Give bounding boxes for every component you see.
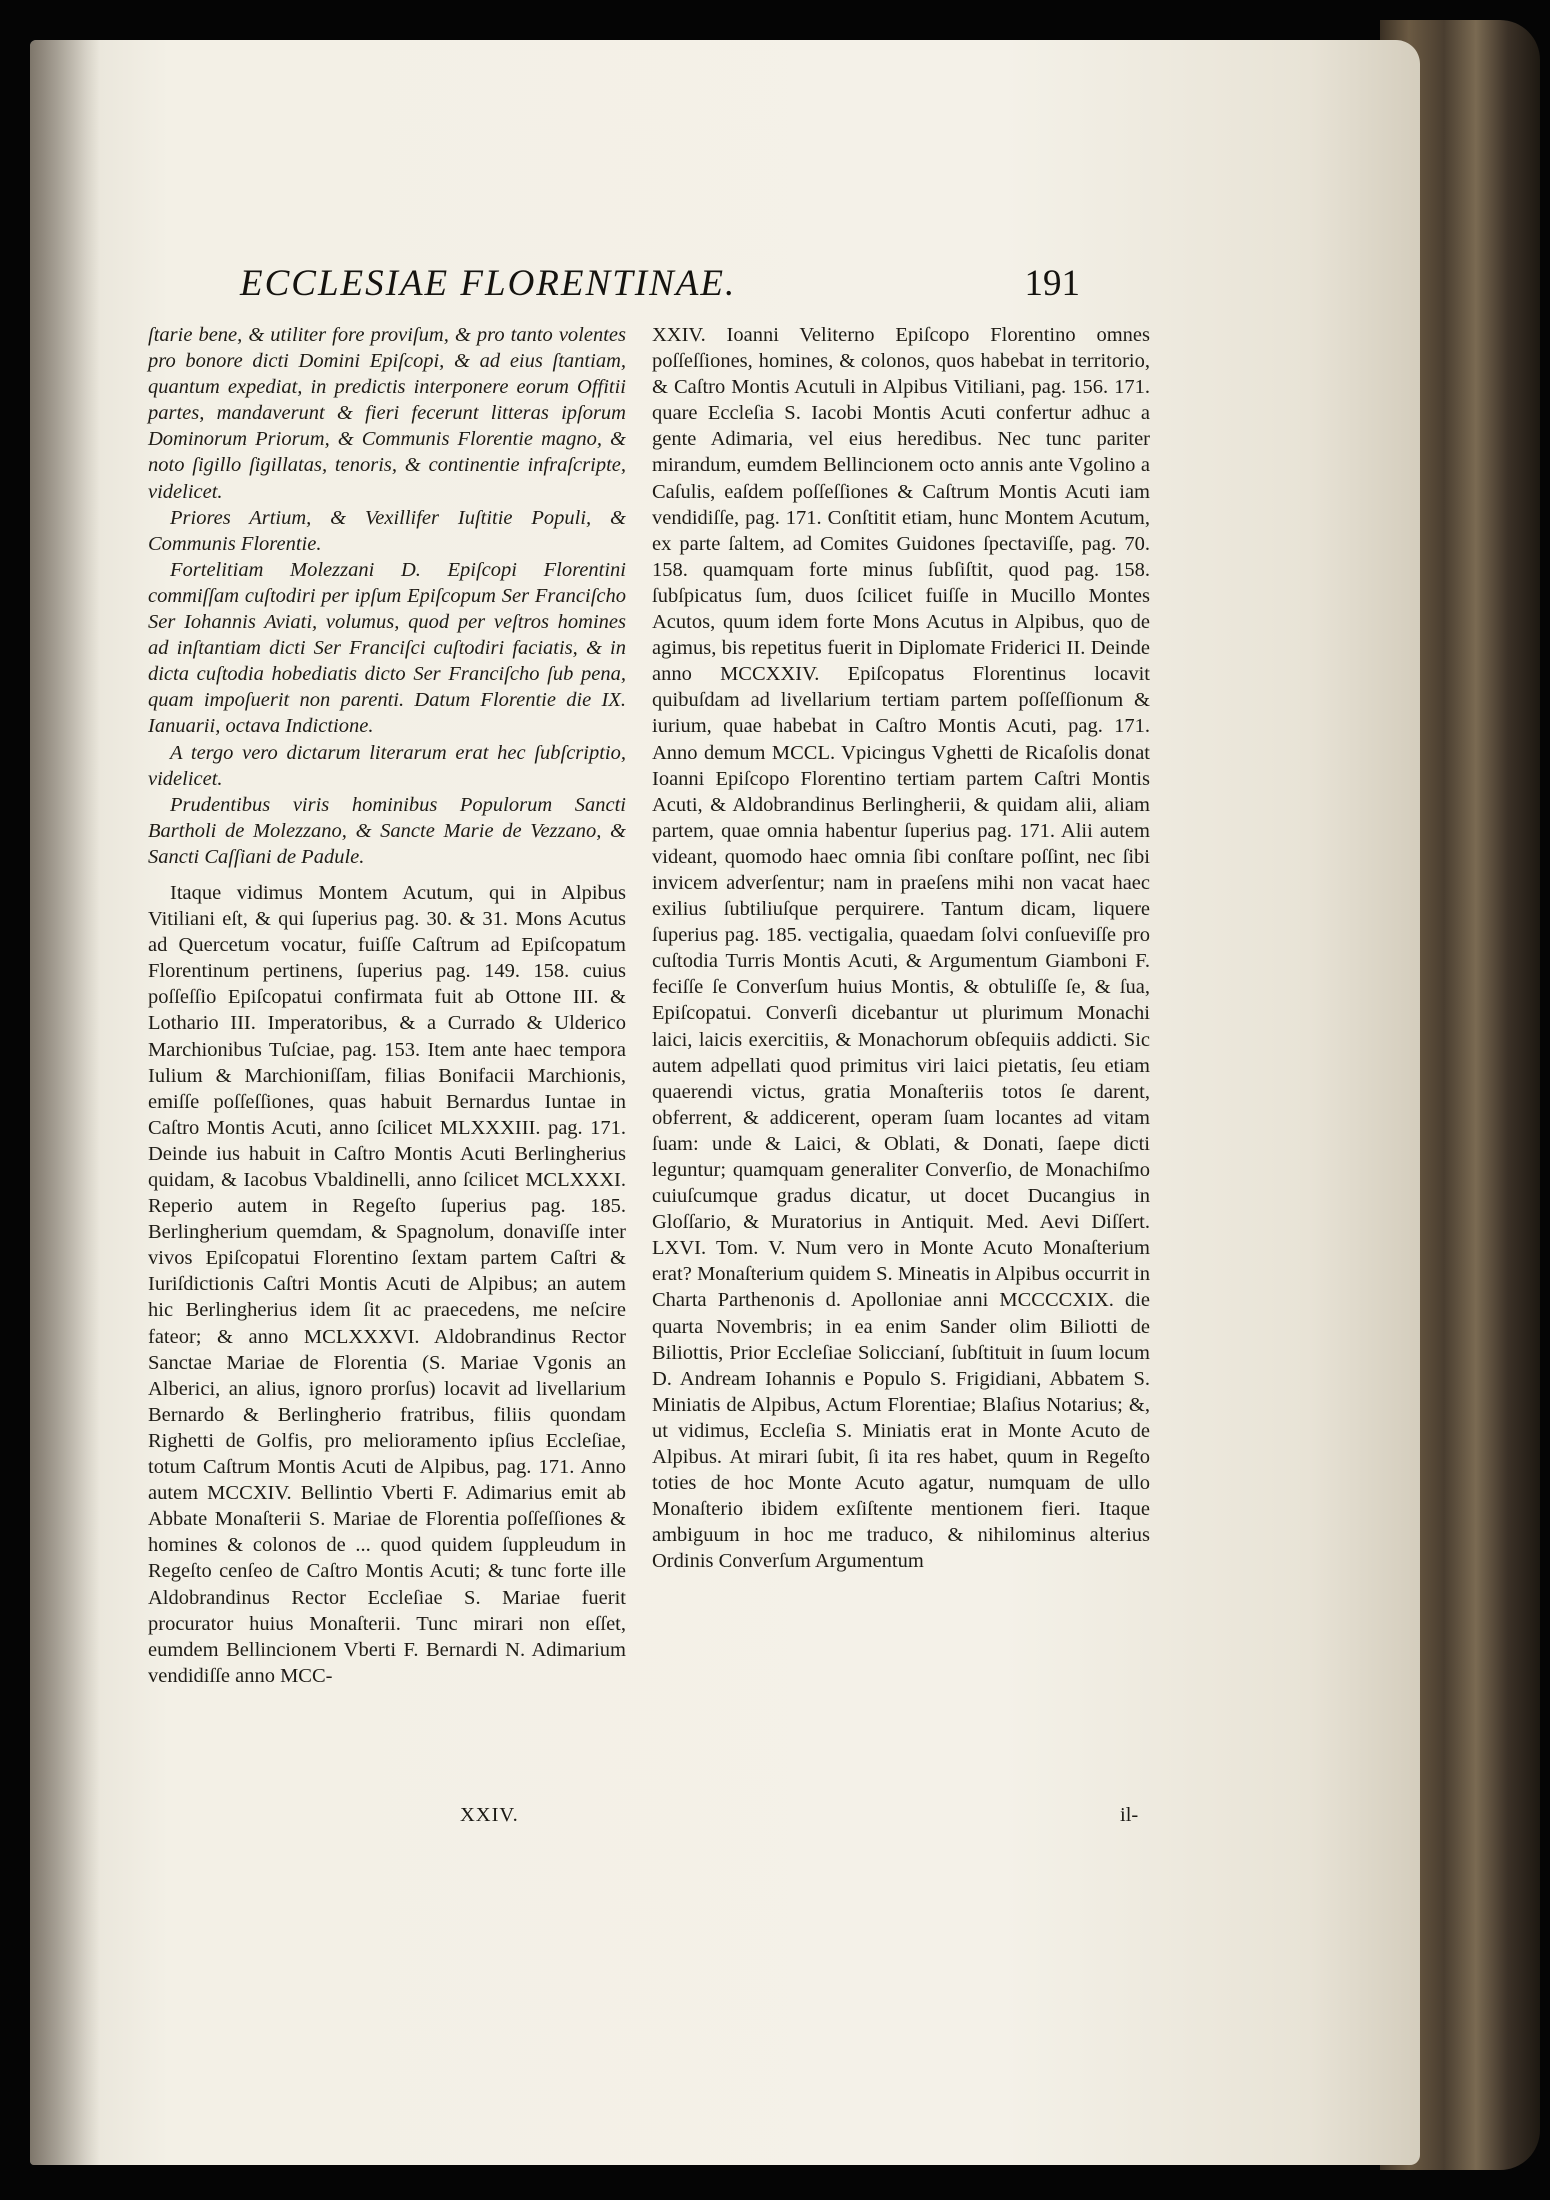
paragraph: ſtarie bene, & utiliter fore proviſum, & pro tanto volentes pro bonore dicti Domini Epiſcopi, & ad eius ſtantiam, quantum expediat, in predictis interponere eorum Offitii partes, mandaverunt & fieri fecerunt litteras ipſorum Dominorum Priorum, & Communis Florentie magno, & noto ſigillo ſigillatas, tenoris, & continentie infraſcripte, videlicet. — [148, 324, 626, 503]
page-header — [240, 262, 1080, 312]
left-catchword: XXIV. — [460, 1804, 519, 1826]
paragraph: Fortelitiam Molezzani D. Epiſcopi Florentini commiſſam cuſtodiri per ipſum Epiſcopum Ser Franciſcho Ser Iohannis Aviati, volumus, quod per veſtros homines ad inſtantiam dicti Ser Franciſci cuſtodiri faciatis, & in dicta cuſtodia hobediatis dicto Ser Franciſcho ſub pena, quam impoſuerit non parenti. Datum Florentie die IX. Ianuarii, octava Indictione. — [148, 558, 626, 738]
paragraph: XXIV. Ioanni Veliterno Epiſcopo Florentino omnes poſſeſſiones, homines, & colonos, quos habebat in territorio, & Caſtro Montis Acutuli in Alpibus Vitiliani, pag. 156. 171. quare Eccleſia S. Iacobi Montis Acuti confertur adhuc a gente Adimaria, vel eius heredibus. Nec tunc pariter mirandum, eumdem Bellincionem octo annis ante Vgolino a Caſulis, eaſdem poſſeſſiones & Caſtrum Montis Acuti iam vendidiſſe, pag. 171. Conſtitit etiam, hunc Montem Acutum, ex parte ſaltem, ad Comites Guidones ſpectaviſſe, pag. 70. 158. quamquam forte minus ſubſiſtit, quod pag. 158. ſubſpicatus ſum, duos ſcilicet fuiſſe in Mucillo Montes Acutos, quum idem forte Mons Acutus in Alpibus, quo de agimus, bis repetitus fuerit in Diplomate Friderici II. Deinde anno MCCXXIV. Epiſcopatus Florentinus locavit quibuſdam ad livellarium tertiam partem poſſeſſionum & iurium, quae habebat in Caſtro Montis Acuti, pag. 171. Anno demum MCCL. Vpicingus Vghetti de Ricaſolis donat Ioanni Epiſcopo Florentino tertiam partem Caſtri Montis Acuti, & Aldobrandinus Berlingherii, & quidam alii, aliam partem, quae omnia habentur ſuperius pag. 171. Alii autem videant, quomodo haec omnia ſibi conſtare poſſint, nec ſibi invicem adverſentur; nam in praeſens mihi non vacat haec exilius ſubtiliuſque perquirere. Tantum dicam, liquere ſuperius pag. 185. vectigalia, quaedam ſolvi conſueviſſe pro cuſtodia Turris Montis Acuti, & Argumentum Giamboni F. feciſſe ſe Converſum huius Montis, & obtuliſſe ſe, & ſua, Epiſcopatui. Converſi dicebantur ut plurimum Monachi laici, laicis exercitiis, & Monachorum obſequiis addicti. Sic autem adpellati quod primitus viri laici pietatis, ſeu etiam quaerendi victus, gratia Monaſteriis totos ſe darent, obferrent, & addicerent, operam ſuam locantes ad vitam ſuam: unde & Laici, & Oblati, & Donati, ſaepe dicti leguntur; quamquam generaliter Converſio, de Monachiſmo cuiuſcumque gradus dicatur, ut docet Ducangius in Gloſſario, & Muratorius in Antiquit. Med. Aevi Diſſert. LXVI. Tom. V. Num vero in Monte Acuto Monaſterium erat? Monaſterium quidem S. Mineatis in Alpibus occurrit in Charta Parthenonis d. Apolloniae anni MCCCCXIX. die quarta Novembris; in ea enim Sander olim Biliotti de Biliottis, Prior Eccleſiae Soliccianí, ſubſtituit in ſuum locum D. Andream Iohannis e Populo S. Frigidiani, Abbatem S. Miniatis de Alpibus, Actum Florentiae; Blaſius Notarius; &, ut vidimus, Eccleſia S. Miniatis erat in Monte Acuto de Alpibus. At mirari ſubit, ſi ita res habet, quum in Regeſto toties de hoc Monte Acuto agatur, numquam de ullo Monaſterio ibidem exſiſtente mentionem fieri. Itaque ambiguum in hoc me traduco, & nihilominus alterius Ordinis Converſum Argumentum — [652, 324, 1150, 1573]
paragraph: Priores Artium, & Vexillifer Iuſtitie Populi, & Communis Florentie. — [148, 506, 626, 555]
paragraph: Itaque vidimus Montem Acutum, qui in Alpibus Vitiliani eſt, & qui ſuperius pag. 30. & 31. Mons Acutus ad Quercetum vocatur, fuiſſe Caſtrum ad Epiſcopatum Florentinum pertinens, ſuperius pag. 149. 158. cuius poſſeſſio Epiſcopatui confirmata fuit ab Ottone III. & Lothario III. Imperatoribus, & a Currado & Ulderico Marchionibus Tuſciae, pag. 153. Item ante haec tempora Iulium & Marchioniſſam, filias Bonifacii Marchionis, emiſſe poſſeſſiones, quas habuit Bernardus Iuntae in Caſtro Montis Acuti, anno ſcilicet MLXXXIII. pag. 171. Deinde ius habuit in Caſtro Montis Acuti Berlingherius quidam, & Iacobus Vbaldinelli, anno ſcilicet MCLXXXI. Reperio autem in Regeſto ſuperius pag. 185. Berlingherium quemdam, & Spagnolum, donaviſſe inter vivos Epiſcopatui Florentino ſextam partem Caſtri & Iuriſdictionis Caſtri Montis Acuti de Alpibus; an autem hic Berlingherius idem ſit ac praecedens, me neſcire fateor; & anno MCLXXXVI. Aldobrandinus Rector Sanctae Mariae de Florentia (S. Mariae Vgonis an Alberici, an alius, ignoro prorſus) locavit ad livellarium Bernardo & Berlingherio fratribus, filiis quondam Righetti de Golfis, pro melioramento ipſius Eccleſiae, totum Caſtrum Montis Acuti de Alpibus, pag. 171. Anno autem MCCXIV. Bellintio Vberti F. Adimarius emit ab Abbate Monaſterii S. Mariae de Florentia poſſeſſiones & homines & colonos de ... quod quidem ſuppleudum in Regeſto cenſeo de Caſtro Montis Acuti; & tunc forte ille Aldobrandinus Rector Eccleſiae S. Mariae fuerit procurator huius Monaſterii. Tunc mirari non eſſet, eumdem Bellincionem Vberti F. Bernardi N. Adimarium vendidiſſe anno MCC- — [148, 881, 626, 1687]
right-text-column — [652, 322, 1150, 1575]
right-catchword: il- — [1120, 1804, 1139, 1826]
gutter-shadow — [30, 40, 100, 2165]
paragraph: Prudentibus viris hominibus Populorum Sancti Bartholi de Molezzano, & Sancte Marie de Vezzano, & Sancti Caſſiani de Padule. — [148, 793, 626, 868]
page-number: 191 — [1024, 263, 1080, 304]
paragraph: A tergo vero dictarum literarum erat hec ſubſcriptio, videlicet. — [148, 741, 626, 790]
running-head: ECCLESIAE FLORENTINAE. — [240, 263, 737, 304]
left-text-column — [148, 322, 626, 1689]
